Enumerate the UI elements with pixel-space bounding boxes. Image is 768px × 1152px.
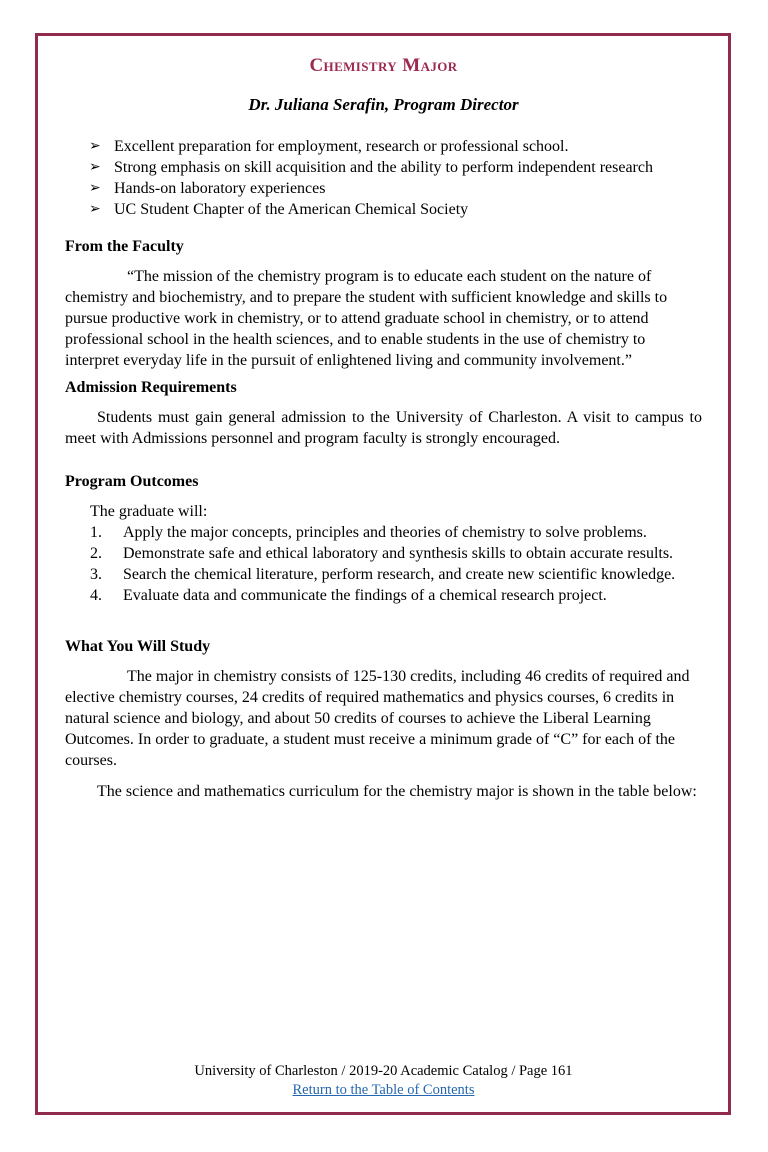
study-paragraph: The major in chemistry consists of 125-130 credits, including 46 credits of required and elective chemistry courses, 24 credits of required mathematics and physics courses, 6 credits in natural science and biology, and about 50 credits of courses to achieve the Liberal Learning Outcomes. In order to graduate, a student must receive a minimum grade of “C” for each of the courses. — [65, 668, 690, 769]
highlight-text: Excellent preparation for employment, research or professional school. — [114, 138, 569, 155]
section-heading-study: What You Will Study — [65, 638, 211, 655]
admission-paragraph: Students must gain general admission to the University of Charleston. A visit to campus to meet with Admissions personnel and program faculty is strongly encouraged. — [65, 409, 702, 447]
arrow-bullet-icon: ➢ — [89, 139, 101, 154]
page-footer — [65, 1062, 702, 1100]
list-item — [89, 157, 702, 178]
blank-area — [65, 802, 702, 1062]
highlight-text: UC Student Chapter of the American Chemical Society — [114, 201, 469, 218]
faculty-paragraph: “The mission of the chemistry program is to educate each student on the nature of chemistry and biochemistry, and to prepare the student with sufficient knowledge and skills to pursue productive work in chemistry, or to attend graduate school in chemistry, or to attend professional school in the health sciences, and to enable students in the use of chemistry to interpret everyday life in the pursuit of enlightened living and community involvement.” — [65, 268, 668, 369]
list-item — [90, 585, 702, 606]
outcome-text: Demonstrate safe and ethical laboratory and synthesis skills to obtain accurate results. — [123, 545, 674, 562]
highlights-list — [89, 136, 702, 220]
list-item — [90, 543, 702, 564]
list-item — [89, 178, 702, 199]
list-item — [90, 522, 702, 543]
section-heading-admission: Admission Requirements — [65, 379, 237, 396]
page-border-frame — [35, 33, 731, 1115]
outcome-text: Search the chemical literature, perform research, and create new scientific knowledge. — [123, 566, 676, 583]
list-item — [89, 199, 702, 220]
catalog-page-line: University of Charleston / 2019-20 Academic Catalog / Page 161 — [194, 1063, 573, 1079]
list-item — [90, 564, 702, 585]
highlight-text: Hands-on laboratory experiences — [114, 180, 326, 197]
arrow-bullet-icon: ➢ — [89, 160, 101, 175]
section-heading-faculty: From the Faculty — [65, 238, 184, 255]
curriculum-intro-paragraph: The science and mathematics curriculum for the chemistry major is shown in the table below: — [97, 783, 697, 800]
outcomes-intro: The graduate will: — [90, 503, 208, 520]
arrow-bullet-icon: ➢ — [89, 181, 101, 196]
program-director-line: Dr. Juliana Serafin, Program Director — [248, 95, 519, 114]
outcome-text: Apply the major concepts, principles and theories of chemistry to solve problems. — [123, 524, 647, 541]
section-heading-outcomes: Program Outcomes — [65, 473, 199, 490]
page-content — [38, 36, 728, 1112]
outcomes-list — [90, 522, 702, 606]
highlight-text: Strong emphasis on skill acquisition and the ability to perform independent research — [114, 159, 653, 176]
list-item — [89, 136, 702, 157]
outcome-text: Evaluate data and communicate the findings of a chemical research project. — [123, 587, 607, 604]
arrow-bullet-icon: ➢ — [89, 202, 101, 217]
return-to-toc-link[interactable]: Return to the Table of Contents — [292, 1082, 475, 1098]
page-title: Chemistry Major — [309, 55, 458, 76]
